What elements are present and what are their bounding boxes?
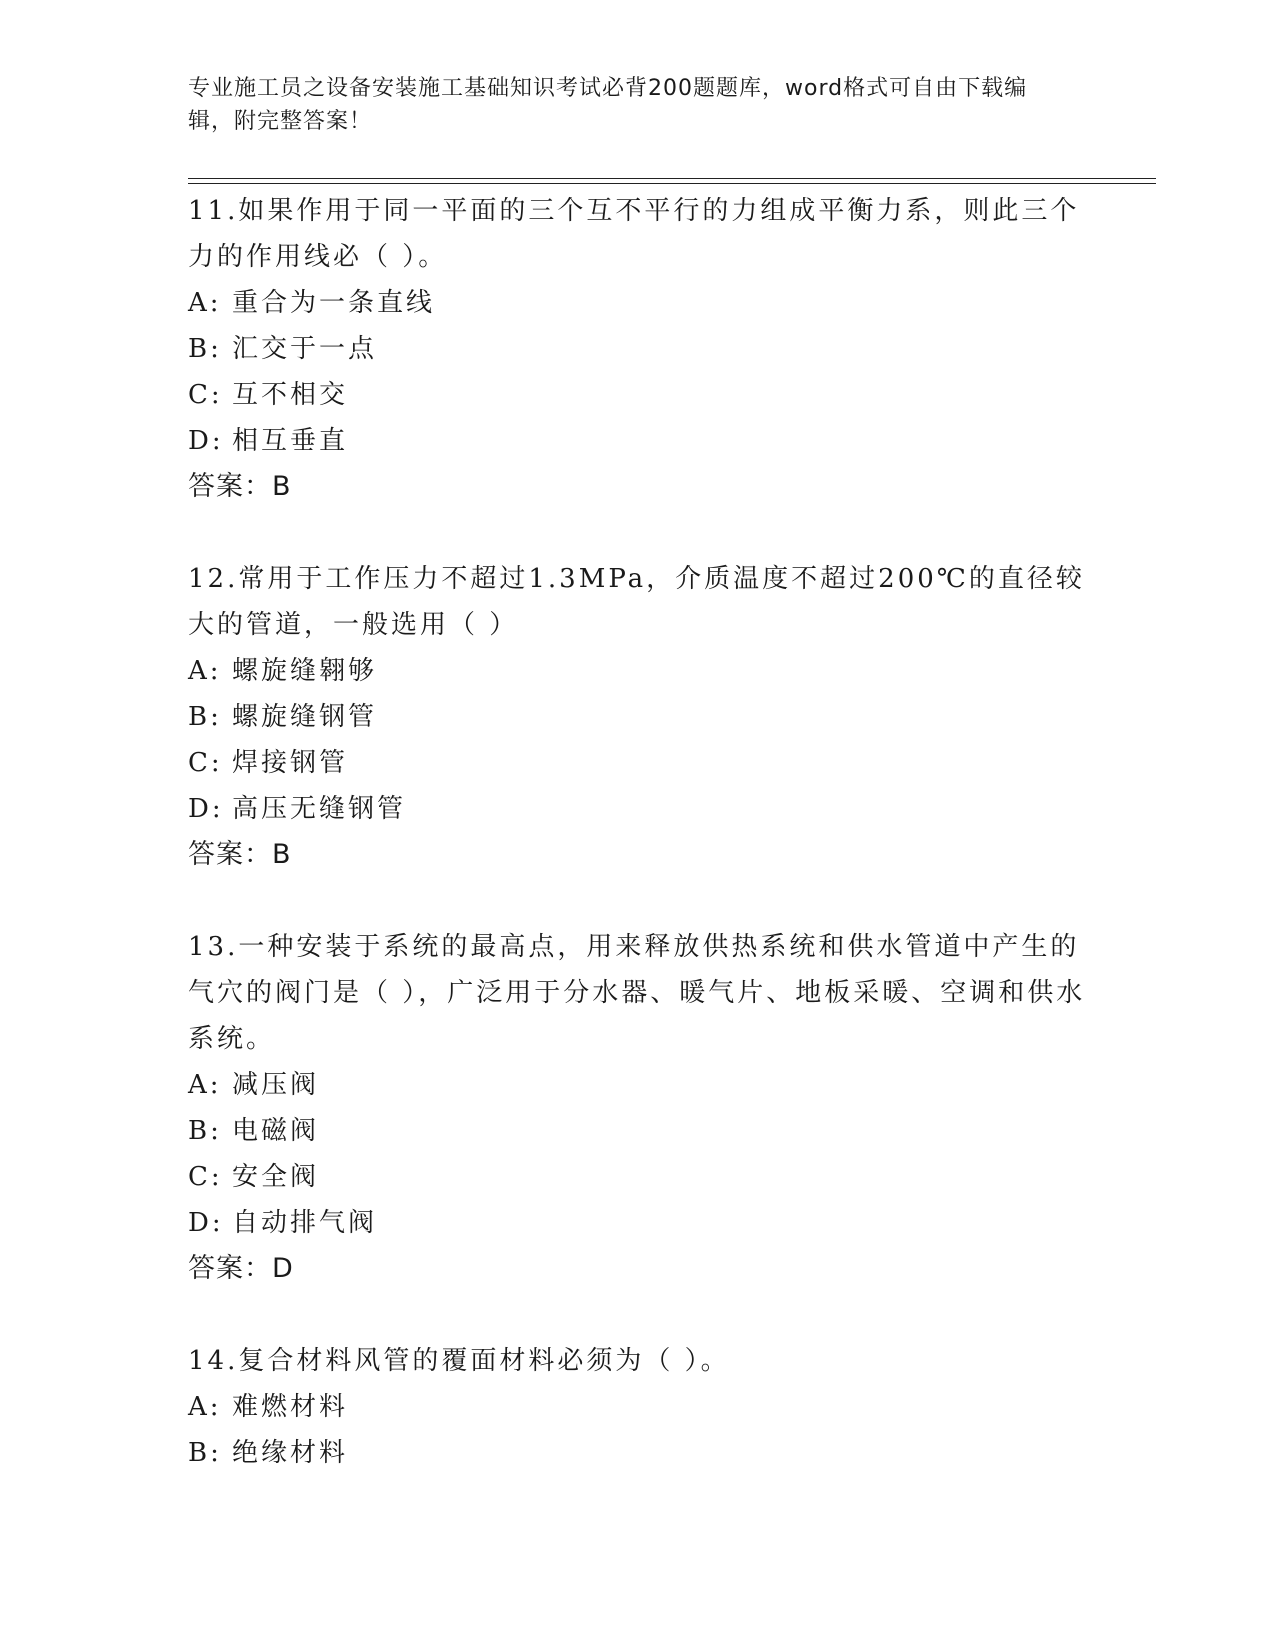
option-d <box>188 786 1088 832</box>
option-b <box>188 694 1088 740</box>
option-text: 焊接钢管 <box>232 748 349 778</box>
option-a <box>188 1062 1088 1108</box>
option-letter: A: <box>188 656 222 686</box>
option-letter: B: <box>188 1116 222 1146</box>
option-letter: B: <box>188 334 222 364</box>
option-text: 重合为一条直线 <box>232 288 436 318</box>
option-d <box>188 418 1088 464</box>
option-text: 安全阀 <box>232 1162 320 1192</box>
option-d <box>188 1200 1088 1246</box>
option-text: 绝缘材料 <box>232 1438 349 1468</box>
spacer <box>188 1292 1088 1338</box>
option-b <box>188 1108 1088 1154</box>
option-c <box>188 740 1088 786</box>
answer-line: 答案：B <box>188 839 292 870</box>
option-letter: C: <box>188 1162 223 1192</box>
spacer <box>188 510 1088 556</box>
option-letter: B: <box>188 702 222 732</box>
option-text: 互不相交 <box>232 380 349 410</box>
option-letter: A: <box>188 1070 222 1100</box>
document-header: 专业施工员之设备安装施工基础知识考试必背200题题库，word格式可自由下载编辑，附完整答案！ <box>188 76 1028 134</box>
option-letter: D: <box>188 426 224 456</box>
option-letter: C: <box>188 380 223 410</box>
option-letter: C: <box>188 748 223 778</box>
option-text: 高压无缝钢管 <box>232 794 407 824</box>
question-text: 14.复合材料风管的覆面材料必须为（ ）。 <box>188 1346 730 1376</box>
header-rule-top <box>188 178 1156 179</box>
question-text: 13.一种安装于系统的最高点，用来释放供热系统和供水管道中产生的气穴的阀门是（ ），广泛用于分水器、暖气片、地板采暖、空调和供水系统。 <box>188 932 1086 1054</box>
option-text: 螺旋缝翱够 <box>232 656 378 686</box>
question-text: 11.如果作用于同一平面的三个互不平行的力组成平衡力系，则此三个力的作用线必（ ）。 <box>188 196 1080 272</box>
option-b <box>188 1430 1088 1476</box>
option-letter: D: <box>188 794 224 824</box>
option-b <box>188 326 1088 372</box>
option-a <box>188 280 1088 326</box>
question-14 <box>188 1338 1088 1476</box>
answer-line: 答案：B <box>188 471 292 502</box>
answer-line: 答案：D <box>188 1253 294 1284</box>
option-letter: D: <box>188 1208 224 1238</box>
question-12 <box>188 556 1088 878</box>
option-text: 电磁阀 <box>232 1116 320 1146</box>
option-letter: A: <box>188 1392 222 1422</box>
option-text: 汇交于一点 <box>232 334 378 364</box>
option-a <box>188 648 1088 694</box>
question-13 <box>188 924 1088 1292</box>
option-text: 相互垂直 <box>232 426 349 456</box>
header-rule-bottom <box>188 183 1156 184</box>
option-letter: A: <box>188 288 222 318</box>
option-text: 减压阀 <box>232 1070 320 1100</box>
option-text: 自动排气阀 <box>232 1208 378 1238</box>
option-c <box>188 1154 1088 1200</box>
question-11 <box>188 188 1088 510</box>
spacer <box>188 878 1088 924</box>
question-text: 12.常用于工作压力不超过1.3MPa，介质温度不超过200℃的直径较大的管道，一般选用（ ） <box>188 564 1085 640</box>
question-list <box>188 188 1088 1476</box>
option-c <box>188 372 1088 418</box>
option-a <box>188 1384 1088 1430</box>
option-letter: B: <box>188 1438 222 1468</box>
option-text: 螺旋缝钢管 <box>232 702 378 732</box>
option-text: 难燃材料 <box>232 1392 349 1422</box>
